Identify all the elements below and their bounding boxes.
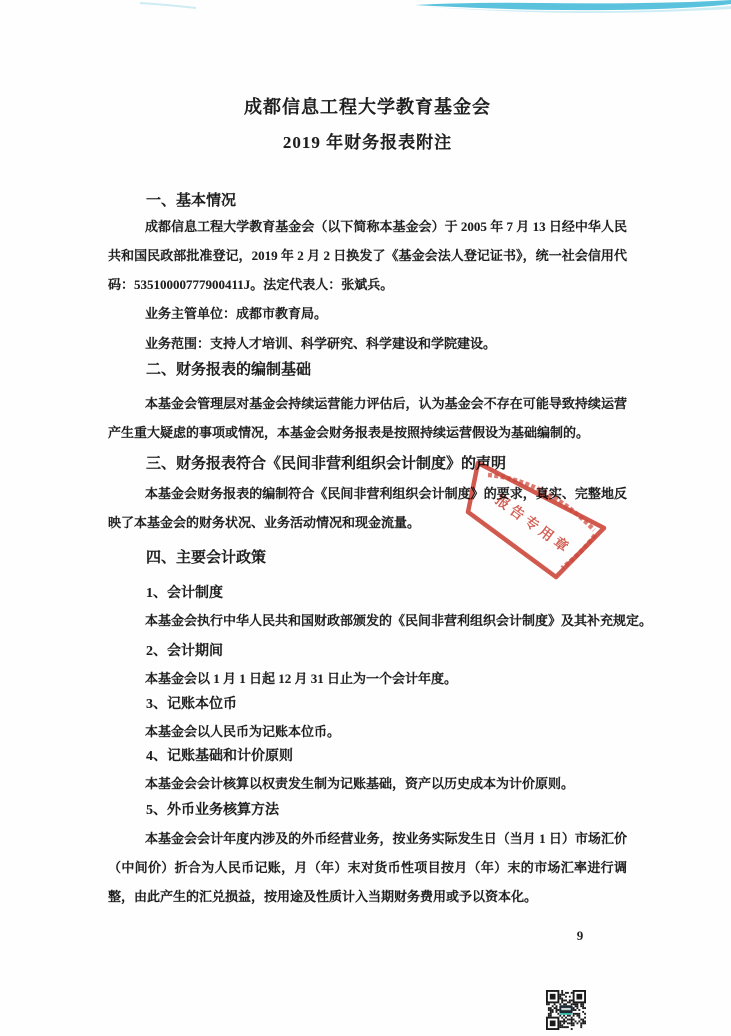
subheading-functional-currency: 3、记账本位币 [146,697,237,712]
subheading-accounting-period: 2、会计期间 [146,644,223,659]
paragraph-going-concern: 本基金会管理层对基金会持续运营能力评估后，认为基金会不存在可能导致持续运营产生重大疑虑的事项或情况，本基金会财务报表是按照持续运营假设为基础编制的。 [108,396,627,440]
subheading-accounting-basis: 4、记账基础和计价原则 [146,749,293,764]
paragraph-foreign-currency: 本基金会会计年度内涉及的外币经营业务，按业务实际发生日（当月 1 日）市场汇价（中间价）折合为人民币记账，月（年）末对货币性项目按月（年）末的市场汇率进行调整，由此产生的汇兑损益，按用途及性质计入当期财务费用或予以资本化。 [108,831,627,904]
section-heading-basic-info: 一、基本情况 [146,193,237,209]
paragraph-registration: 成都信息工程大学教育基金会（以下简称本基金会）于 2005 年 7 月 13 日经中华人民共和国民政部批准登记，2019 年 2 月 2 日换发了《基金会法人登记证书》，统一社会信用代码：53510000777900411J。法定代表人：张斌兵。 [108,219,627,292]
line-accounting-system: 本基金会执行中华人民共和国财政部颁发的《民间非营利组织会计制度》及其补充规定。 [145,613,653,628]
paragraph-compliance: 本基金会财务报表的编制符合《民间非营利组织会计制度》的要求，真实、完整地反映了本基金会的财务状况、业务活动情况和现金流量。 [108,486,627,530]
section-heading-accounting-policies: 四、主要会计政策 [146,550,267,566]
document-subtitle: 2019 年财务报表附注 [282,133,453,152]
subheading-accounting-system: 1、会计制度 [146,586,223,601]
line-accounting-basis: 本基金会会计核算以权责发生制为记账基础，资产以历史成本为计价原则。 [145,776,575,791]
section-heading-compliance: 三、财务报表符合《民间非营利组织会计制度》的声明 [146,456,507,472]
document-title: 成都信息工程大学教育基金会 [244,97,491,117]
line-business-scope: 业务范围：支持人才培训、科学研究、科学建设和学院建设。 [145,336,497,351]
report-seal-stamp [445,433,630,588]
qr-code [546,990,586,1030]
line-supervising-unit: 业务主管单位：成都市教育局。 [145,306,328,321]
subheading-foreign-currency: 5、外币业务核算方法 [146,803,279,818]
line-functional-currency: 本基金会以人民币为记账本位币。 [145,724,341,739]
stamp-text: 报告专用章 [491,492,574,558]
page-number: 9 [576,928,584,943]
line-accounting-period: 本基金会以 1 月 1 日起 12 月 31 日止为一个会计年度。 [145,671,458,686]
section-heading-preparation-basis: 二、财务报表的编制基础 [146,362,312,378]
